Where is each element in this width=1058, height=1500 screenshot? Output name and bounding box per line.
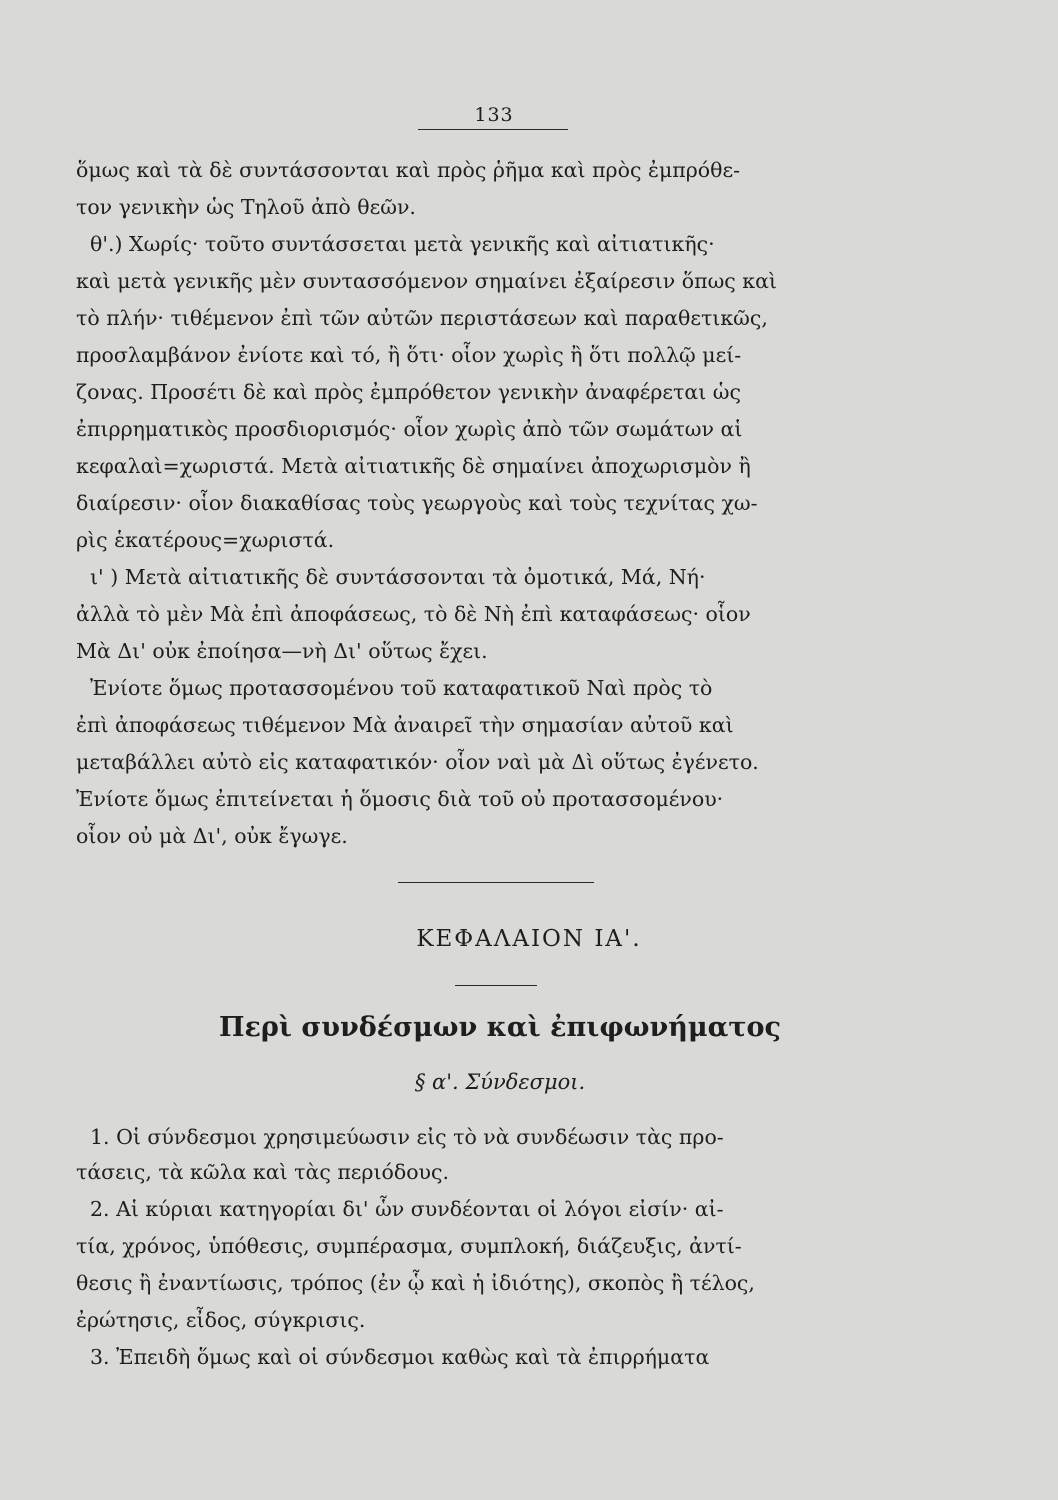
text-line: ρὶς ἑκατέρους=χωριστά. [76,528,335,552]
numbered-line: 2. Αἱ κύριαι κατηγορίαι δι' ὧν συνδέονται οἱ λόγοι εἰσίν· αἰ- [90,1197,724,1221]
subsection-title: § α'. Σύνδεσμοι. [414,1070,586,1094]
page-number: 133 [474,104,514,126]
text-line: ἐπὶ ἀποφάσεως τιθέμενον Μὰ ἀναιρεῖ τὴν σημασίαν αὐτοῦ καὶ [76,713,734,737]
header-rule [418,129,568,130]
text-line: Ἐνίοτε ὅμως προτασσομένου τοῦ καταφατικοῦ Ναὶ πρὸς τὸ [90,676,713,700]
chapter-rule [455,985,537,986]
text-line: τὸ πλήν· τιθέμενον ἐπὶ τῶν αὐτῶν περιστάσεων καὶ παραθετικῶς, [76,306,768,330]
text-line: ἀλλὰ τὸ μὲν Μὰ ἐπὶ ἀποφάσεως, τὸ δὲ Νὴ ἐπὶ καταφάσεως· οἷον [76,602,751,626]
chapter-title: ΚΕΦΑΛΑΙΟΝ ΙΑ'. [416,926,642,952]
section-divider [398,882,594,883]
text-line: Ἐνίοτε ὅμως ἐπιτείνεται ἡ ὅμοσις διὰ τοῦ οὐ προτασσομένου· [76,787,724,811]
text-line: κεφαλαὶ=χωριστά. Μετὰ αἰτιατικῆς δὲ σημαίνει ἀποχωρισμὸν ἢ [76,454,751,478]
text-line: διαίρεσιν· οἷον διακαθίσας τοὺς γεωργοὺς καὶ τοὺς τεχνίτας χω- [76,491,758,515]
text-line: ι' ) Μετὰ αἰτιατικῆς δὲ συντάσσονται τὰ ὀμοτικά, Μά, Νή· [90,565,706,589]
text-line: καὶ μετὰ γενικῆς μὲν συντασσόμενον σημαίνει ἐξαίρεσιν ὅπως καὶ [76,269,777,293]
text-line: θ'.) Χωρίς· τοῦτο συντάσσεται μετὰ γενικῆς καὶ αἰτιατικῆς· [90,232,715,256]
numbered-line: 3. Ἐπειδὴ ὅμως καὶ οἱ σύνδεσμοι καθὼς καὶ τὰ ἐπιρρήματα [90,1345,710,1369]
text-line: προσλαμβάνον ἐνίοτε καὶ τό, ἢ ὅτι· οἷον χωρὶς ἢ ὅτι πολλῷ μεί- [76,343,742,367]
text-line: ὅμως καὶ τὰ δὲ συντάσσονται καὶ πρὸς ῥῆμα καὶ πρὸς ἐμπρόθε- [76,158,741,182]
text-line: μεταβάλλει αὐτὸ εἰς καταφατικόν· οἷον ναὶ μὰ Δὶ οὕτως ἐγένετο. [76,750,759,774]
text-line: οἷον οὐ μὰ Δι', οὐκ ἔγωγε. [76,824,348,848]
text-line: ἐπιρρηματικὸς προσδιορισμός· οἷον χωρὶς ἀπὸ τῶν σωμάτων αἱ [76,417,743,441]
text-line: ζονας. Προσέτι δὲ καὶ πρὸς ἐμπρόθετον γενικὴν ἀναφέρεται ὡς [76,380,741,404]
section-heading: Περὶ συνδέσμων καὶ ἐπιφωνήματος [218,1012,782,1043]
text-line: τον γενικὴν ὡς Τηλοῦ ἀπὸ θεῶν. [76,195,416,219]
numbered-line: τία, χρόνος, ὑπόθεσις, συμπέρασμα, συμπλοκή, διάζευξις, ἀντί- [76,1234,742,1258]
numbered-line: τάσεις, τὰ κῶλα καὶ τὰς περιόδους. [76,1160,449,1184]
numbered-line: 1. Οἱ σύνδεσμοι χρησιμεύωσιν εἰς τὸ νὰ συνδέωσιν τὰς προ- [90,1125,724,1149]
numbered-line: ἐρώτησις, εἶδος, σύγκρισις. [76,1308,366,1332]
text-line: Μὰ Δι' οὐκ ἐποίησα—νὴ Δι' οὕτως ἔχει. [76,639,488,663]
numbered-line: θεσις ἢ ἐναντίωσις, τρόπος (ἐν ᾧ καὶ ἡ ἰδιότης), σκοπὸς ἢ τέλος, [76,1271,755,1295]
